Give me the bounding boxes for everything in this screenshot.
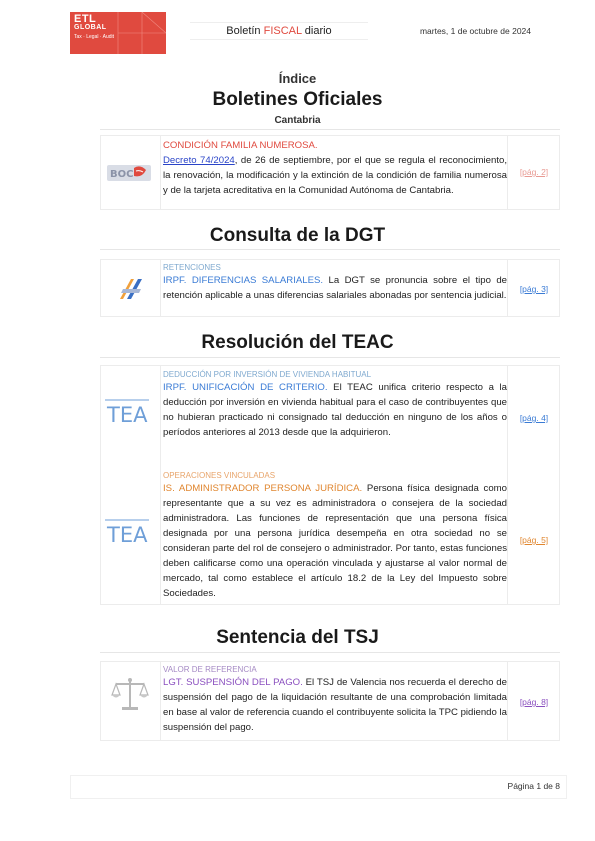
tea-icon <box>105 398 149 426</box>
divider <box>100 652 560 653</box>
agencia-tributaria-icon <box>117 275 145 303</box>
index-label: Índice <box>278 71 317 86</box>
teac-lead-1: IRPF. UNIFICACIÓN DE CRITERIO. <box>163 382 328 393</box>
dgt-text: La DGT se pronuncia sobre el tipo de retención aplicable a unas diferencias salariales abonadas por sentencia judicial. <box>163 275 507 301</box>
tsj-lead: LGT. SUSPENSIÓN DEL PAGO. <box>163 677 303 688</box>
tsj-icon-cell <box>101 662 161 740</box>
scales-of-justice-icon <box>111 676 149 712</box>
teac-text-1: El TEAC unifica criterio respecto a la deducción por inversión en vivienda habitual para el caso de contribuyentes que no hubieran practicado ni consignado tal deducción en ninguno de los años o períodos anteriores al 2013 desde que la adquirieron. <box>163 382 508 438</box>
tsj-page-cell <box>507 662 559 740</box>
region-label: Cantabria <box>274 115 321 126</box>
teac-category-1: DEDUCCIÓN POR INVERSIÓN DE VIVIENDA HABITUAL <box>163 370 372 379</box>
tea-icon <box>105 518 149 546</box>
boletin-heading: CONDICIÓN FAMILIA NUMEROSA. <box>163 140 318 151</box>
teac-entry-2 <box>163 470 507 601</box>
teac-entry-1 <box>163 369 507 440</box>
teac-page-cell <box>507 366 559 604</box>
teac-text-2: Persona física designada como representante que a su vez es administradora o consejera de la sociedad administradora. Las funciones de representación que una persona física designada por una persona jurídica desempeña en otra sociedad no se consideran parte del rol de consejero o administrador. Por tanto, estas funciones deben calificarse como una operación vinculada y ajustarse al valor normal de mercado, tal como establece el artículo 18.2 de la Ley del Impuesto sobre Sociedades. <box>163 483 507 599</box>
teac-page-link-1[interactable]: [pág. 4] <box>519 413 549 423</box>
tsj-section-title: Sentencia del TSJ <box>216 627 379 648</box>
boletin-text: , de 26 de septiembre, por el que se regula el reconocimiento, la renovación, la modificación y la extinción de la condición de familia numerosa y de la tarjeta acreditativa en la Comunidad Autónoma de Cantabria. <box>163 155 507 196</box>
teac-page-link-2[interactable]: [pág. 5] <box>519 535 549 545</box>
tsj-page-link[interactable]: [pág. 8] <box>519 697 549 707</box>
divider <box>100 357 560 358</box>
bulletin-title: Boletín FISCAL diario <box>190 22 368 40</box>
teac-card <box>100 365 560 605</box>
boletin-card <box>100 135 560 210</box>
teac-category-2: OPERACIONES VINCULADAS <box>163 471 276 480</box>
boletin-page-cell <box>507 136 559 209</box>
svg-text:TEA: TEA <box>107 523 148 546</box>
tsj-text: El TSJ de Valencia nos recuerda el derecho de suspensión del pago de la liquidación resultante de una comprobación limitada en base al valor de referencia cuando el contribuyente solicita la TPC pidiendo la suspensión del pago. <box>163 677 507 733</box>
dgt-entry <box>163 262 507 303</box>
page-number: Página 1 de 8 <box>507 781 560 791</box>
boletin-icon-cell <box>101 136 161 209</box>
dgt-page-link[interactable]: [pág. 3] <box>519 284 549 294</box>
dgt-icon-cell <box>101 260 161 316</box>
logo-tagline: Tax · Legal · Audit <box>74 34 115 40</box>
boletines-title: Boletines Oficiales <box>212 89 383 110</box>
dgt-page-cell <box>507 260 559 316</box>
dgt-section-title: Consulta de la DGT <box>209 225 386 246</box>
tsj-entry <box>163 664 507 735</box>
teac-lead-2: IS. ADMINISTRADOR PERSONA JURÍDICA. <box>163 483 363 494</box>
divider <box>100 129 560 130</box>
svg-text:BOC: BOC <box>110 169 134 180</box>
page-footer <box>70 775 567 799</box>
boletin-entry <box>163 138 507 198</box>
dgt-category: RETENCIONES <box>163 263 221 272</box>
boc-cantabria-logo-icon <box>106 162 152 184</box>
dgt-lead: IRPF. DIFERENCIAS SALARIALES. <box>163 275 324 286</box>
tsj-card <box>100 661 560 741</box>
dgt-card <box>100 259 560 317</box>
boletin-page-link[interactable]: [pág. 2] <box>519 167 549 177</box>
divider <box>100 249 560 250</box>
svg-text:TEA: TEA <box>107 403 148 426</box>
bulletin-date: martes, 1 de octubre de 2024 <box>419 26 531 36</box>
teac-icon-cell <box>101 366 161 604</box>
decreto-link[interactable]: Decreto 74/2024 <box>163 155 235 166</box>
logo-text: ETL GLOBAL <box>74 13 107 31</box>
tsj-category: VALOR DE REFERENCIA <box>163 665 257 674</box>
teac-section-title: Resolución del TEAC <box>201 332 394 353</box>
